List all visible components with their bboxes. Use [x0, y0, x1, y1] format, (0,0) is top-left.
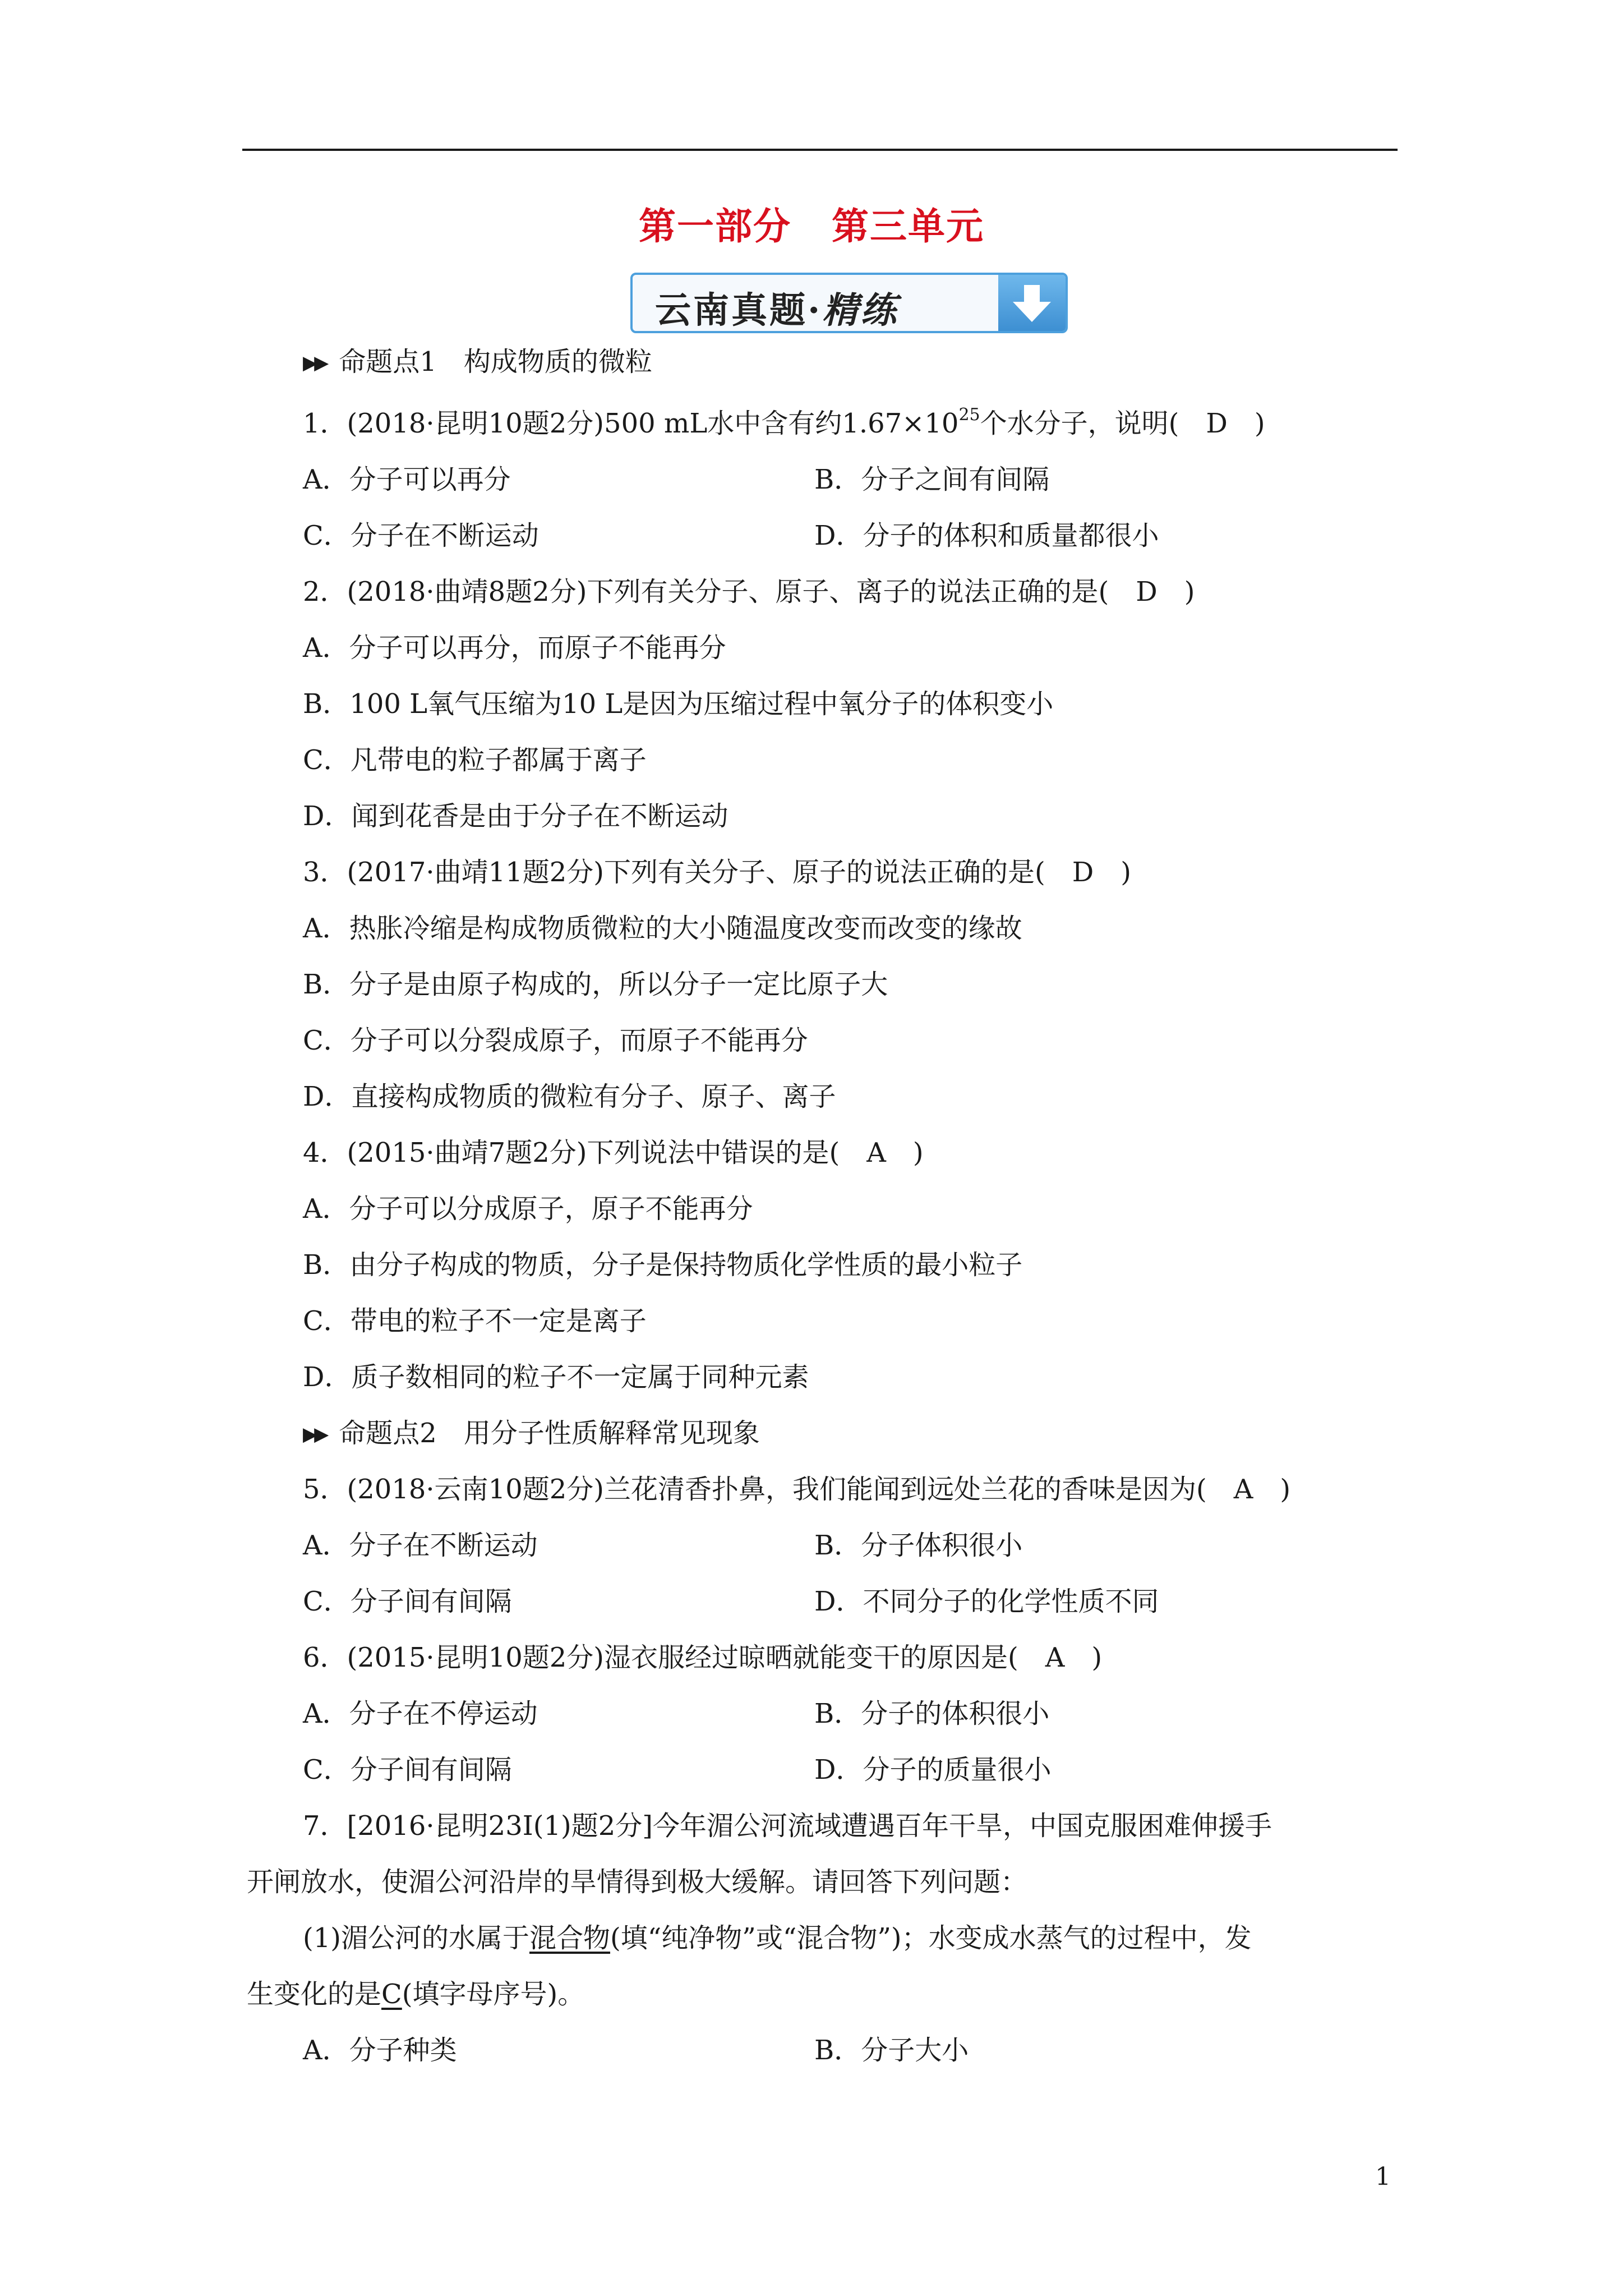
banner-emph: 精练: [822, 289, 899, 332]
sub-question-1: (1)湄公河的水属于混合物(填“纯净物”或“混合物”)；水变成水蒸气的过程中，发: [303, 1922, 1252, 1954]
option-c: C．分子可以分裂成原子，而原子不能再分: [303, 1025, 808, 1056]
option-b: B．分子体积很小: [814, 1530, 1023, 1561]
topic-heading: ▶▶ 命题点2 用分子性质解释常见现象: [303, 1418, 760, 1449]
double-arrow-icon: ▶▶: [303, 1423, 326, 1446]
question-stem: 6．(2015·昆明10题2分)湿衣服经过晾晒就能变干的原因是( A ): [303, 1642, 1103, 1673]
title-unit: 第三单元: [832, 204, 984, 248]
page-number: 1: [1375, 2162, 1391, 2191]
arrow-down-icon: [998, 275, 1066, 331]
option-a: A．分子在不断运动: [303, 1530, 538, 1561]
option-a: A．分子可以分成原子，原子不能再分: [303, 1193, 753, 1225]
question-stem: 3．(2017·曲靖11题2分)下列有关分子、原子的说法正确的是( D ): [303, 857, 1131, 888]
answer-blank: 混合物: [529, 1922, 611, 1954]
sub-question-1-continued: 生变化的是C(填字母序号)。: [247, 1978, 585, 2010]
option-d: D．分子的体积和质量都很小: [814, 520, 1159, 551]
question-stem-continued: 开闸放水，使湄公河沿岸的旱情得到极大缓解。请回答下列问题：: [247, 1866, 1028, 1898]
option-c: C．分子在不断运动: [303, 520, 539, 551]
double-arrow-icon: ▶▶: [303, 352, 326, 374]
question-stem: 4．(2015·曲靖7题2分)下列说法中错误的是( A ): [303, 1137, 924, 1168]
option-b: B．100 L氧气压缩为10 L是因为压缩过程中氧分子的体积变小: [303, 688, 1054, 720]
banner-label: [655, 282, 898, 333]
option-d: D．直接构成物质的微粒有分子、原子、离子: [303, 1081, 836, 1112]
question-stem: 7．[2016·昆明23Ⅰ(1)题2分]今年湄公河流域遭遇百年干旱，中国克服困难伸援手: [303, 1810, 1272, 1842]
option-b: B．分子之间有间隔: [814, 464, 1050, 495]
question-stem: 1．(2018·昆明10题2分)500 mL水中含有约$1.67\times 10^{25}$个水分子，说明( D ): [303, 405, 1265, 439]
answer-blank: C: [381, 1978, 402, 2010]
option-b: B．由分子构成的物质，分子是保持物质化学性质的最小粒子: [303, 1249, 1023, 1281]
option-d: D．分子的质量很小: [814, 1754, 1052, 1786]
option-a: A．分子种类: [303, 2035, 457, 2066]
topic-heading: ▶▶ 命题点1 构成物质的微粒: [303, 346, 652, 378]
option-a: A．分子可以再分，而原子不能再分: [303, 632, 726, 664]
option-a: A．分子在不停运动: [303, 1698, 538, 1729]
section-banner: [630, 273, 1068, 333]
option-c: C．带电的粒子不一定是离子: [303, 1305, 647, 1337]
header-rule: [242, 149, 1398, 151]
page-title: [0, 196, 1623, 250]
option-a: A．热胀冷缩是构成物质微粒的大小随温度改变而改变的缘故: [303, 913, 1022, 944]
title-part: 第一部分: [639, 204, 791, 248]
question-stem: 5．(2018·云南10题2分)兰花清香扑鼻，我们能闻到远处兰花的香味是因为( A ): [303, 1474, 1291, 1505]
banner-main: 云南真题·: [655, 289, 823, 332]
option-c: C．分子间有间隔: [303, 1754, 512, 1786]
option-b: B．分子是由原子构成的，所以分子一定比原子大: [303, 969, 888, 1000]
option-c: C．分子间有间隔: [303, 1586, 512, 1617]
option-c: C．凡带电的粒子都属于离子: [303, 744, 647, 776]
option-d: D．闻到花香是由于分子在不断运动: [303, 800, 728, 832]
option-d: D．质子数相同的粒子不一定属于同种元素: [303, 1361, 809, 1393]
option-d: D．不同分子的化学性质不同: [814, 1586, 1159, 1617]
question-stem: 2．(2018·曲靖8题2分)下列有关分子、原子、离子的说法正确的是( D ): [303, 576, 1195, 608]
option-a: A．分子可以再分: [303, 464, 511, 495]
option-b: B．分子大小: [814, 2035, 969, 2066]
option-b: B．分子的体积很小: [814, 1698, 1050, 1729]
